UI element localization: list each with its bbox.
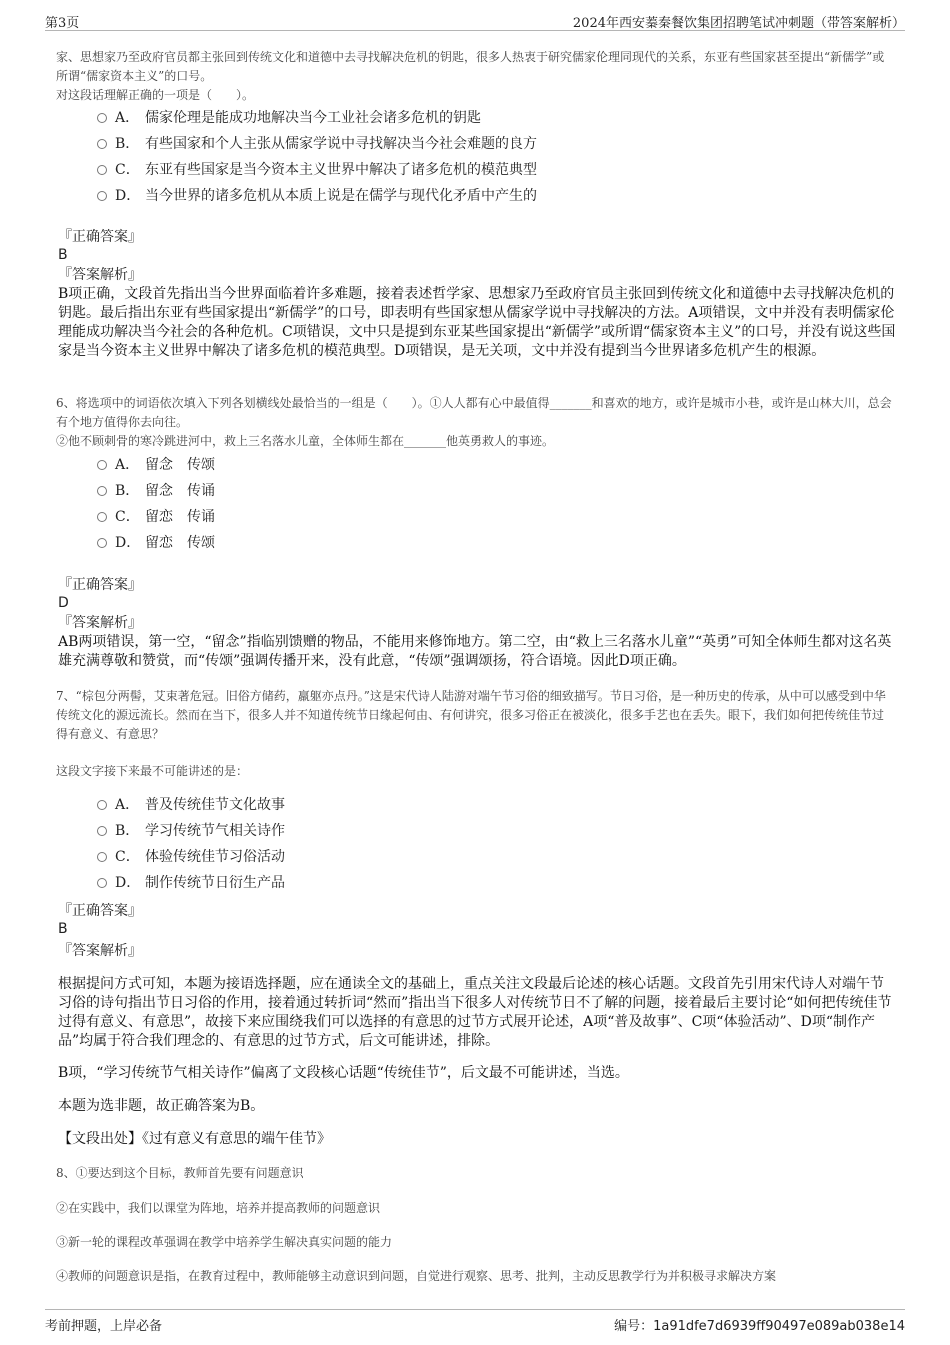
q5-option-d[interactable] bbox=[97, 186, 537, 206]
radio-icon[interactable] bbox=[97, 512, 107, 522]
option-word-1: 留恋 bbox=[145, 535, 173, 551]
option-text: 学习传统节气相关诗作 bbox=[145, 823, 285, 839]
q5-analysis-label: 『答案解析』 bbox=[58, 267, 142, 283]
q5-answer: B bbox=[58, 247, 68, 263]
option-text: 有些国家和个人主张从儒家学说中寻找解决当今社会难题的良方 bbox=[145, 136, 537, 152]
q5-stem: 家、思想家乃至政府官员都主张回到传统文化和道德中去寻找解决危机的钥匙，很多人热衷于研究儒家伦理同现代的关系，东亚有些国家甚至提出“新儒学”或所谓“儒家资本主义”的口号。 bbox=[56, 50, 885, 83]
footer-code bbox=[614, 1315, 905, 1334]
radio-icon[interactable] bbox=[97, 139, 107, 149]
option-key: C． bbox=[115, 162, 140, 178]
code-label: 编号： bbox=[614, 1319, 654, 1334]
q5-option-a[interactable] bbox=[97, 108, 481, 128]
page-header bbox=[45, 8, 905, 31]
q7-prompt: 这段文字接下来最不可能讲述的是： bbox=[56, 764, 249, 778]
q5-prompt: 对这段话理解正确的一项是（ ）。 bbox=[56, 88, 255, 102]
q7-analysis-3: 本题为选非题，故正确答案为B。 bbox=[58, 1098, 265, 1114]
q6-option-c[interactable] bbox=[97, 507, 215, 527]
q7-answer: B bbox=[58, 921, 68, 937]
q6-analysis: AB两项错误，第一空，“留念”指临别馈赠的物品，不能用来修饰地方。第二空，由“救上三名落水儿童”“英勇”可知全体师生都对这名英雄充满尊敬和赞赏，而“传颂”强调传播开来，没有此意，“传颂”强调颂扬，符合语境。因此D项正确。 bbox=[58, 634, 892, 669]
option-key: C． bbox=[115, 849, 140, 865]
q5-option-b[interactable] bbox=[97, 134, 537, 154]
option-text: 体验传统佳节习俗活动 bbox=[145, 849, 285, 865]
option-key: B． bbox=[115, 483, 140, 499]
q5-analysis: B项正确，文段首先指出当今世界面临着许多难题，接着表述哲学家、思想家乃至政府官员主张回到传统文化和道德中去寻找解决危机的钥匙。最后指出东亚有些国家提出“新儒学”的口号，即表明有些国家想从儒家学说中寻找解决的方法。A项错误，文中并没有表明儒家伦理能成功解决当今社会的各种危机。C项错误，文中只是提到东亚某些国家提出“新儒学”或所谓“儒家资本主义”的口号，并没有说这些国家是当今资本主义世界中解决了诸多危机的模范典型。D项错误，是无关项，文中并没有提到当今世界诸多危机产生的根源。 bbox=[58, 286, 896, 359]
q7-analysis-label: 『答案解析』 bbox=[58, 943, 142, 959]
q6-option-d[interactable] bbox=[97, 533, 215, 553]
q7-option-d[interactable] bbox=[97, 873, 285, 893]
radio-icon[interactable] bbox=[97, 538, 107, 548]
radio-icon[interactable] bbox=[97, 878, 107, 888]
option-text: 制作传统节日衍生产品 bbox=[145, 875, 285, 891]
q6-analysis-label: 『答案解析』 bbox=[58, 615, 142, 631]
radio-icon[interactable] bbox=[97, 826, 107, 836]
q6-option-a[interactable] bbox=[97, 455, 215, 475]
q7-analysis-2: B项，“学习传统节气相关诗作”偏离了文段核心话题“传统佳节”，后文最不可能讲述，当选。 bbox=[58, 1065, 629, 1081]
page-footer bbox=[45, 1309, 905, 1336]
q8-line-3: ③新一轮的课程改革强调在教学中培养学生解决真实问题的能力 bbox=[56, 1235, 393, 1249]
option-text: 当今世界的诸多危机从本质上说是在儒学与现代化矛盾中产生的 bbox=[145, 188, 537, 204]
option-text: 普及传统佳节文化故事 bbox=[145, 797, 285, 813]
option-key: B． bbox=[115, 136, 140, 152]
option-word-1: 留念 bbox=[145, 483, 173, 499]
q7-option-b[interactable] bbox=[97, 821, 285, 841]
option-word-2: 传颂 bbox=[187, 535, 215, 551]
option-word-1: 留念 bbox=[145, 457, 173, 473]
q6-answer-label: 『正确答案』 bbox=[58, 577, 142, 593]
q5-option-c[interactable] bbox=[97, 160, 537, 180]
option-word-2: 传诵 bbox=[187, 509, 215, 525]
option-key: D． bbox=[115, 188, 141, 204]
q6-stem: 6、将选项中的词语依次填入下列各划横线处最恰当的一组是（ ）。①人人都有心中最值得_______和喜欢的地方，或许是城市小巷，或许是山林大川，总会有个地方值得你去向往。 bbox=[56, 396, 892, 429]
footer-slogan: 考前押题，上岸必备 bbox=[45, 1319, 163, 1334]
option-word-2: 传诵 bbox=[187, 483, 215, 499]
q7-option-c[interactable] bbox=[97, 847, 285, 867]
option-key: A． bbox=[115, 457, 140, 473]
q7-stem: 7、“棕包分两髻，艾束著危冠。旧俗方储药，羸躯亦点丹。”这是宋代诗人陆游对端午节习俗的细致描写。节日习俗，是一种历史的传承，从中可以感受到中华传统文化的源远流长。然而在当下，很多人并不知道传统节日缘起何由、有何讲究，很多习俗正在被淡化，很多手艺也在丢失。眼下，我们如何把传统佳节过得有意义、有意思？ bbox=[56, 689, 886, 741]
q6-stem-2: ②他不顾刺骨的寒冷跳进河中，救上三名落水儿童，全体师生都在_______他英勇救人的事迹。 bbox=[56, 434, 555, 448]
document-title: 2024年西安蓁秦餐饮集团招聘笔试冲刺题（带答案解析） bbox=[572, 16, 905, 31]
option-text: 东亚有些国家是当今资本主义世界中解决了诸多危机的模范典型 bbox=[145, 162, 537, 178]
q8-line-4: ④教师的问题意识是指，在教育过程中，教师能够主动意识到问题，自觉进行观察、思考、批判，主动反思教学行为并积极寻求解决方案 bbox=[56, 1269, 777, 1283]
option-key: D． bbox=[115, 875, 141, 891]
radio-icon[interactable] bbox=[97, 191, 107, 201]
radio-icon[interactable] bbox=[97, 460, 107, 470]
q7-answer-label: 『正确答案』 bbox=[58, 903, 142, 919]
option-word-1: 留恋 bbox=[145, 509, 173, 525]
q7-option-a[interactable] bbox=[97, 795, 285, 815]
radio-icon[interactable] bbox=[97, 113, 107, 123]
radio-icon[interactable] bbox=[97, 852, 107, 862]
radio-icon[interactable] bbox=[97, 800, 107, 810]
radio-icon[interactable] bbox=[97, 486, 107, 496]
option-key: B． bbox=[115, 823, 140, 839]
page-number: 第3页 bbox=[45, 16, 80, 31]
option-key: A． bbox=[115, 110, 140, 126]
code-value: 1a91dfe7d6939ff90497e089ab038e14 bbox=[653, 1319, 905, 1334]
option-text: 儒家伦理是能成功地解决当今工业社会诸多危机的钥匙 bbox=[145, 110, 481, 126]
q6-answer: D bbox=[58, 595, 69, 611]
q7-source: 【文段出处】《过有意义有意思的端午佳节》 bbox=[58, 1131, 331, 1147]
q5-answer-label: 『正确答案』 bbox=[58, 229, 142, 245]
option-key: C． bbox=[115, 509, 140, 525]
q7-analysis-1: 根据提问方式可知，本题为接语选择题，应在通读全文的基础上，重点关注文段最后论述的核心话题。文段首先引用宋代诗人对端午节习俗的诗句指出节日习俗的作用，接着通过转折词“然而”指出当下很多人对传统节日不了解的问题，接着最后主要讨论“如何把传统佳节过得有意义、有意思”，故接下来应围绕我们可以选择的有意思的过节方式展开论述，A项“普及故事”、C项“体验活动”、D项“制作产品”均属于符合我们理念的、有意思的过节方式，后文可能讲述，排除。 bbox=[58, 976, 892, 1049]
q6-option-b[interactable] bbox=[97, 481, 215, 501]
radio-icon[interactable] bbox=[97, 165, 107, 175]
option-key: D． bbox=[115, 535, 141, 551]
option-word-2: 传颂 bbox=[187, 457, 215, 473]
q8-line-2: ②在实践中，我们以课堂为阵地，培养并提高教师的问题意识 bbox=[56, 1201, 381, 1215]
q8-line-1: 8、①要达到这个目标，教师首先要有问题意识 bbox=[56, 1166, 304, 1180]
option-key: A． bbox=[115, 797, 140, 813]
